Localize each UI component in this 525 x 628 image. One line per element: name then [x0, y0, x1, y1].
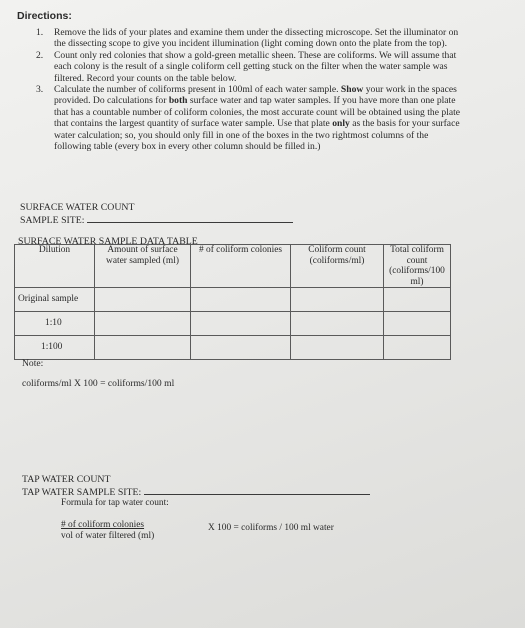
- direction-step: [26, 84, 468, 152]
- step-number: 3.: [36, 84, 44, 96]
- step-text-segment: Remove the lids of your plates and examine them under the dissecting microscope. Set the illuminator on the dissecting scope to give you incident illumination (light coming down onto the plate from the top).: [54, 27, 459, 50]
- step-number: 1.: [36, 27, 44, 38]
- directions-list: [26, 27, 468, 152]
- table-input-cell[interactable]: [291, 312, 384, 336]
- emphasis-text: only: [332, 118, 350, 130]
- step-text-segment: your work in the spaces provided. Do calculations for: [54, 84, 457, 107]
- table-input-cell[interactable]: [95, 288, 191, 312]
- dilution-cell: Original sample: [15, 288, 95, 312]
- table-input-cell[interactable]: [191, 336, 291, 360]
- table-input-cell[interactable]: [384, 312, 451, 336]
- tap-site-label: TAP WATER SAMPLE SITE:: [22, 487, 142, 498]
- directions-heading: Directions:: [17, 10, 72, 22]
- surface-formula: coliforms/ml X 100 = coliforms/100 ml: [22, 378, 175, 389]
- step-text: [54, 50, 456, 84]
- direction-step: [26, 50, 468, 84]
- direction-step: [26, 27, 468, 50]
- tap-count-title: TAP WATER COUNT: [22, 474, 111, 485]
- table-header-cell: Dilution: [15, 245, 95, 288]
- tap-sample-site: [22, 485, 382, 498]
- table-input-cell[interactable]: [191, 312, 291, 336]
- tap-multiply-formula: X 100 = coliforms / 100 ml water: [208, 523, 334, 533]
- sample-site-input[interactable]: [87, 213, 293, 223]
- table-input-cell[interactable]: [95, 336, 191, 360]
- step-text: [54, 84, 460, 152]
- tap-formula-label: Formula for tap water count:: [61, 498, 169, 508]
- tap-fraction: [61, 520, 154, 542]
- step-text-segment: Calculate the number of coliforms present in 100ml of each water sample.: [54, 84, 341, 96]
- table-input-cell[interactable]: [291, 288, 384, 312]
- surface-sample-site: [20, 213, 293, 226]
- table-row: [15, 312, 451, 336]
- step-number: 2.: [36, 49, 44, 61]
- table-input-cell[interactable]: [95, 312, 191, 336]
- dilution-cell: 1:10: [15, 312, 95, 336]
- table-header-cell: Total coliform count (coliforms/100 ml): [384, 245, 451, 288]
- table-header-cell: # of coliform colonies: [191, 245, 291, 288]
- table-input-cell[interactable]: [291, 336, 384, 360]
- step-text-segment: as the basis for your surface water calculation; so, you should only fill in one of the boxes in the two rightmost columns of the following table (every box in every other column should be filled in.): [54, 118, 460, 153]
- emphasis-text: both: [168, 95, 188, 107]
- step-text-segment: Count only red colonies that show a gold-green metallic sheen. These are coliforms. We will assume that each colony is the result of a single coliform cell getting stuck on the filter when the water sample was filtered. Record your counts on the table below.: [54, 49, 457, 84]
- emphasis-text: Show: [340, 84, 364, 96]
- fraction-numerator: # of coliform colonies: [61, 520, 145, 530]
- surface-data-table: [14, 244, 451, 360]
- step-text: [54, 27, 458, 49]
- table-input-cell[interactable]: [191, 288, 291, 312]
- dilution-cell: 1:100: [15, 336, 95, 360]
- table-input-cell[interactable]: [384, 336, 451, 360]
- table-row: [15, 288, 451, 312]
- step-text-segment: surface water and tap water samples. If you have more than one plate that has a countable number of coliform colonies, the most accurate count will be obtained using the plate that contains the largest quantity of surface water sample. Use that plate: [54, 95, 461, 130]
- table-header-row: [15, 245, 451, 288]
- sample-site-label: SAMPLE SITE:: [20, 215, 85, 226]
- table-header-cell: Coliform count (coliforms/ml): [291, 245, 384, 288]
- surface-count-title: SURFACE WATER COUNT: [20, 202, 135, 213]
- table-header-cell: Amount of surface water sampled (ml): [95, 245, 191, 288]
- table-row: [15, 336, 451, 360]
- tap-site-input[interactable]: [144, 485, 370, 495]
- table-input-cell[interactable]: [384, 288, 451, 312]
- note-label: Note:: [22, 358, 44, 369]
- fraction-denominator: vol of water filtered (ml): [61, 531, 155, 541]
- surface-table-title: SURFACE WATER SAMPLE DATA TABLE: [18, 236, 198, 247]
